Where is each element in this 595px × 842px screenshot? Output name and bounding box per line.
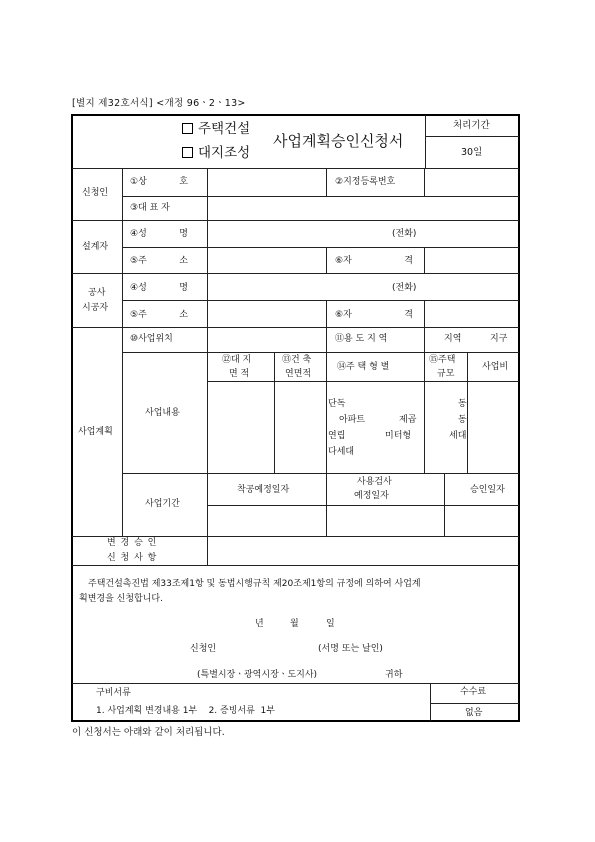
- content-label: 사업내용: [145, 408, 180, 418]
- processing-period-value: 30일: [461, 147, 483, 158]
- label-char: 격: [404, 310, 413, 320]
- line-v: [326, 168, 327, 196]
- project-cost-header: 사업비: [482, 362, 509, 372]
- land-area-header-2: 면 적: [229, 369, 250, 379]
- floor-area-field[interactable]: [275, 382, 325, 472]
- contractor-phone-label: (전화): [392, 283, 417, 293]
- label-text: [130, 257, 147, 266]
- label-char: 명: [179, 229, 188, 239]
- line-v: [424, 352, 425, 473]
- land-area-field[interactable]: [208, 382, 273, 472]
- line-h: [430, 703, 519, 704]
- zone-label: ⑪용 도 지 역: [335, 334, 388, 344]
- circled-number: ⑥: [335, 310, 344, 320]
- date-year: 년: [255, 619, 264, 629]
- label-char: 자: [343, 310, 352, 320]
- line-v: [430, 683, 431, 721]
- designer-license-label: [335, 257, 413, 266]
- line-h: [122, 473, 519, 474]
- inspection-date-field[interactable]: [327, 506, 443, 535]
- designer-license-field[interactable]: [425, 248, 518, 272]
- unit-households: 세대: [449, 431, 467, 441]
- form-reference: [별지 제32호서식] <개정 96ㆍ2ㆍ13>: [72, 98, 246, 109]
- line-v: [326, 327, 327, 352]
- unit-dong-1: 동: [458, 399, 467, 409]
- contractor-group-label-2: 시공자: [82, 303, 109, 313]
- plan-group-label: 사업계획: [78, 427, 113, 437]
- option-land-development[interactable]: [182, 147, 250, 161]
- circled-number: ①: [130, 177, 139, 187]
- floor-area-header-1: ⑬건 축: [282, 355, 312, 365]
- zone-subdistrict: 지구: [490, 334, 508, 344]
- statement-line-1: 주택건설촉진법 제33조제1항 및 동법시행규칙 제20조제1항의 규정에 의하여 사업계: [88, 579, 421, 589]
- attachments-label: 구비서류: [96, 688, 131, 698]
- option-label: 주택건설: [198, 121, 251, 137]
- trade-name-field[interactable]: [208, 169, 325, 195]
- label-char: 소: [179, 310, 188, 320]
- option-label: 대지조성: [198, 145, 251, 161]
- contractor-license-label: [335, 311, 413, 320]
- type-detached: 단독: [328, 399, 346, 409]
- designer-address-field[interactable]: [208, 248, 325, 272]
- attachments-items: 1. 사업계획 변경내용 1부 2. 증빙서류 1부: [96, 706, 275, 716]
- housing-scale-header-1: ⑮주택: [429, 355, 456, 365]
- representative-label: ③대 표 자: [130, 203, 170, 213]
- inspection-date-header-1: 사용검사: [357, 477, 392, 487]
- signature-note: (서명 또는 날인): [318, 644, 383, 654]
- label-text: [130, 178, 147, 187]
- date-day: 일: [326, 619, 335, 629]
- unit-dong-2: 동: [458, 415, 467, 425]
- line-v: [326, 300, 327, 327]
- border-right: [518, 114, 520, 722]
- approval-date-field[interactable]: [445, 506, 518, 535]
- registration-number-label: ②지정등록번호: [335, 177, 396, 187]
- label-char: 주: [138, 256, 147, 266]
- type-multi: 다세대: [328, 447, 355, 457]
- line-v: [425, 115, 426, 168]
- statement-line-2: 획변경을 신청합니다.: [79, 594, 163, 604]
- contractor-name-field[interactable]: [208, 274, 518, 299]
- line-v: [424, 327, 425, 352]
- line-h: [122, 352, 519, 353]
- fee-value: 없음: [465, 708, 483, 718]
- designer-address-label: [130, 257, 188, 266]
- applicant-signature-label: 신청인: [190, 644, 217, 654]
- circled-number: ④: [130, 229, 139, 239]
- checkbox-icon[interactable]: [182, 147, 193, 158]
- approval-date-header: 승인일자: [470, 485, 505, 495]
- form-title: 사업계획승인신청서: [273, 132, 404, 150]
- border-left: [71, 114, 73, 722]
- label-char: 격: [404, 256, 413, 266]
- label-char: 명: [179, 283, 188, 293]
- type-row-unit: 미터형: [385, 431, 412, 441]
- trade-name-label: [130, 178, 188, 187]
- type-apartment-unit: 제곱: [399, 415, 417, 425]
- period-label: 사업기간: [145, 499, 180, 509]
- contractor-license-field[interactable]: [425, 301, 518, 326]
- date-month: 월: [290, 619, 299, 629]
- label-char: 상: [138, 177, 147, 187]
- label-text: [130, 230, 147, 239]
- footer-note: 이 신청서는 아래와 같이 처리됩니다.: [72, 727, 225, 738]
- label-char: 성: [138, 283, 147, 293]
- start-date-field[interactable]: [208, 506, 325, 535]
- project-cost-field[interactable]: [468, 382, 518, 472]
- change-field[interactable]: [208, 537, 518, 564]
- label-text: [335, 257, 352, 266]
- designer-name-field[interactable]: [208, 221, 518, 246]
- label-char: 호: [179, 177, 188, 187]
- contractor-address-label: [130, 311, 188, 320]
- line-v: [326, 247, 327, 273]
- option-housing-construction[interactable]: [182, 123, 250, 137]
- type-row: 연립: [328, 431, 346, 441]
- label-text: [335, 311, 352, 320]
- line-h: [72, 565, 519, 566]
- zone-district: 지역: [444, 334, 462, 344]
- representative-field[interactable]: [208, 197, 518, 219]
- change-label-1: 변 경 승 인: [107, 538, 158, 548]
- fee-label: 수수료: [460, 687, 487, 697]
- contractor-name-label: [130, 284, 188, 293]
- applicant-group-label: 신청인: [82, 188, 109, 198]
- inspection-date-header-2: 예정일자: [354, 491, 389, 501]
- processing-period-label: 처리기간: [453, 120, 490, 131]
- honorific: 귀하: [385, 670, 403, 680]
- land-area-header-1: ⑫대 지: [222, 355, 252, 365]
- label-text: [130, 311, 147, 320]
- label-char: 소: [179, 256, 188, 266]
- designer-group-label: 설계자: [82, 242, 109, 252]
- location-label: ⑩사업위치: [130, 334, 173, 344]
- housing-type-header: ⑭주 택 형 별: [337, 362, 390, 372]
- location-field[interactable]: [208, 328, 325, 351]
- circled-number: ⑤: [130, 310, 139, 320]
- housing-scale-header-2: 규모: [437, 369, 455, 379]
- line-v: [122, 168, 123, 536]
- addressee: (특별시장ㆍ광역시장ㆍ도지사): [197, 670, 318, 680]
- border-bottom: [71, 720, 520, 722]
- registration-number-field[interactable]: [425, 169, 518, 195]
- line-h: [425, 136, 519, 137]
- checkbox-icon[interactable]: [182, 123, 193, 134]
- label-text: [130, 284, 147, 293]
- circled-number: ⑤: [130, 256, 139, 266]
- label-char: 자: [343, 256, 352, 266]
- contractor-address-field[interactable]: [208, 301, 325, 326]
- type-apartment: 아파트: [339, 415, 366, 425]
- start-date-header: 착공예정일자: [237, 485, 290, 495]
- change-label-2: 신 청 사 항: [107, 553, 158, 563]
- label-char: 주: [138, 310, 147, 320]
- designer-name-label: [130, 230, 188, 239]
- label-char: 성: [138, 229, 147, 239]
- circled-number: ⑥: [335, 256, 344, 266]
- line-h: [72, 683, 519, 684]
- designer-phone-label: (전화): [392, 229, 417, 239]
- circled-number: ④: [130, 283, 139, 293]
- floor-area-header-2: 연면적: [285, 369, 312, 379]
- border-top: [71, 114, 520, 116]
- contractor-group-label-1: 공사: [88, 288, 106, 298]
